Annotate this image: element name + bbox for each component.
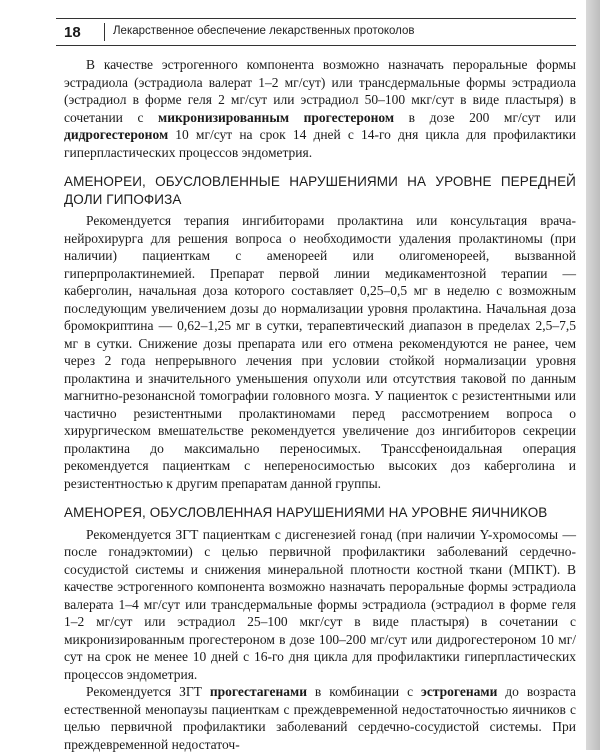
paragraph-hrt-gonadal-dysgenesis: Рекомендуется ЗГТ пациенткам с дисгенезией гонад (при наличии Y-хромосомы — после гонадэктомии) с целью первичной профилактики заболеваний сердечно-сосудистой системы и снижения минеральной плотности костной ткани (МПКТ). В качестве эстрогенного компонента возможно назначать пероральные формы эстрадиола валерата 1–4 мг/сут или трансдермальные формы эстрадиола (эстрадиол в форме геля 1–2 мг/сут или эстрадиол 25–100 мкг/сут в виде пластыря) в сочетании с микронизированным прогестероном в дозе 100–200 мг/сут или дидрогестероном 10 мг/сут на срок не менее 10 дней с 16-го дня цикла для профилактики гиперпластических процессов эндометрия.: [64, 526, 576, 682]
page-body: [64, 56, 576, 753]
text-run: Рекомендуется ЗГТ: [86, 684, 210, 699]
page-number: 18: [64, 24, 81, 41]
text-run: 10 мг/сут на срок 14 дней с 14-го дня цикла для профилактики гиперпластических процессов эндометрия.: [64, 127, 576, 160]
paragraph-prolactin-therapy: Рекомендуется терапия ингибиторами пролактина или консультация врача-нейрохирурга для решения вопроса о необходимости удаления пролактиномы (при наличии) пациенткам с аменореей или олигоменореей, вызванной гиперпролактинемией. Препарат первой линии медикаментозной терапии — каберголин, начальная доза которого составляет 0,25–0,5 мг в неделю с возможным последующим увеличением дозы до нормализации уровня пролактина. Начальная доза бромокриптина — 0,62–1,25 мг в сутки, терапевтический диапазон в пределах 2,5–7,5 мг в сутки. Снижение дозы препарата или его отмена рекомендуются не ранее, чем через 2 года непрерывного лечения при условии стойкой нормализации уровня пролактина и значительного уменьшения опухоли или отсутствия таковой по данным магнитно-резонансной томографии головного мозга. У пациенток с резистентными или частично резистентными пролактиномами перед рассмотрением вопроса о хирургическом вмешательстве рекомендуется увеличение доз ингибиторов секреции пролактина до максимально переносимых. Транссфеноидальная операция рекомендуется пациенткам с непереносимостью высоких доз каберголина и резистентностью к другим препаратам данной группы.: [64, 213, 576, 491]
paragraph-hrt-premature-insufficiency: [64, 683, 576, 753]
bold-term: микронизированным прогестероном: [158, 109, 395, 125]
page-edge: [586, 0, 600, 750]
text-run: в комбинации с: [306, 684, 422, 699]
bold-term: эстрогенами: [421, 684, 498, 699]
text-run: В качестве эстрогенного компонента возможно назначать пероральные формы эстрадиола (эстрадиола валерат 1–2 мг/сут) или трансдермальные формы эстрадиола (эстрадиол в форме геля 2 мг/сут или эстрадиол 50–100 мкг/сут в виде пластыря) в сочетании с: [64, 57, 576, 125]
paragraph-estrogen-component: [64, 56, 576, 161]
running-header: [56, 18, 576, 46]
text-run: до возраста естественной менопаузы пациенткам с преждевременной недостаточностью яичников с целью первичной профилактики заболеваний сердечно-сосудистой системы. При преждевременной недостаточ-: [64, 684, 576, 752]
bold-term: прогестагенами: [209, 684, 307, 699]
running-title: Лекарственное обеспечение лекарственных протоколов: [113, 25, 415, 37]
section-heading-ovarian: АМЕНОРЕЯ, ОБУСЛОВЛЕННАЯ НАРУШЕНИЯМИ НА УРОВНЕ ЯИЧНИКОВ: [64, 505, 548, 520]
text-run: в дозе 200 мг/сут или: [394, 109, 576, 125]
section-heading-pituitary: АМЕНОРЕИ, ОБУСЛОВЛЕННЫЕ НАРУШЕНИЯМИ НА УРОВНЕ ПЕРЕДНЕЙ ДОЛИ ГИПОФИЗА: [64, 174, 576, 207]
bold-term: дидрогестероном: [64, 127, 169, 142]
header-divider: [104, 23, 105, 41]
